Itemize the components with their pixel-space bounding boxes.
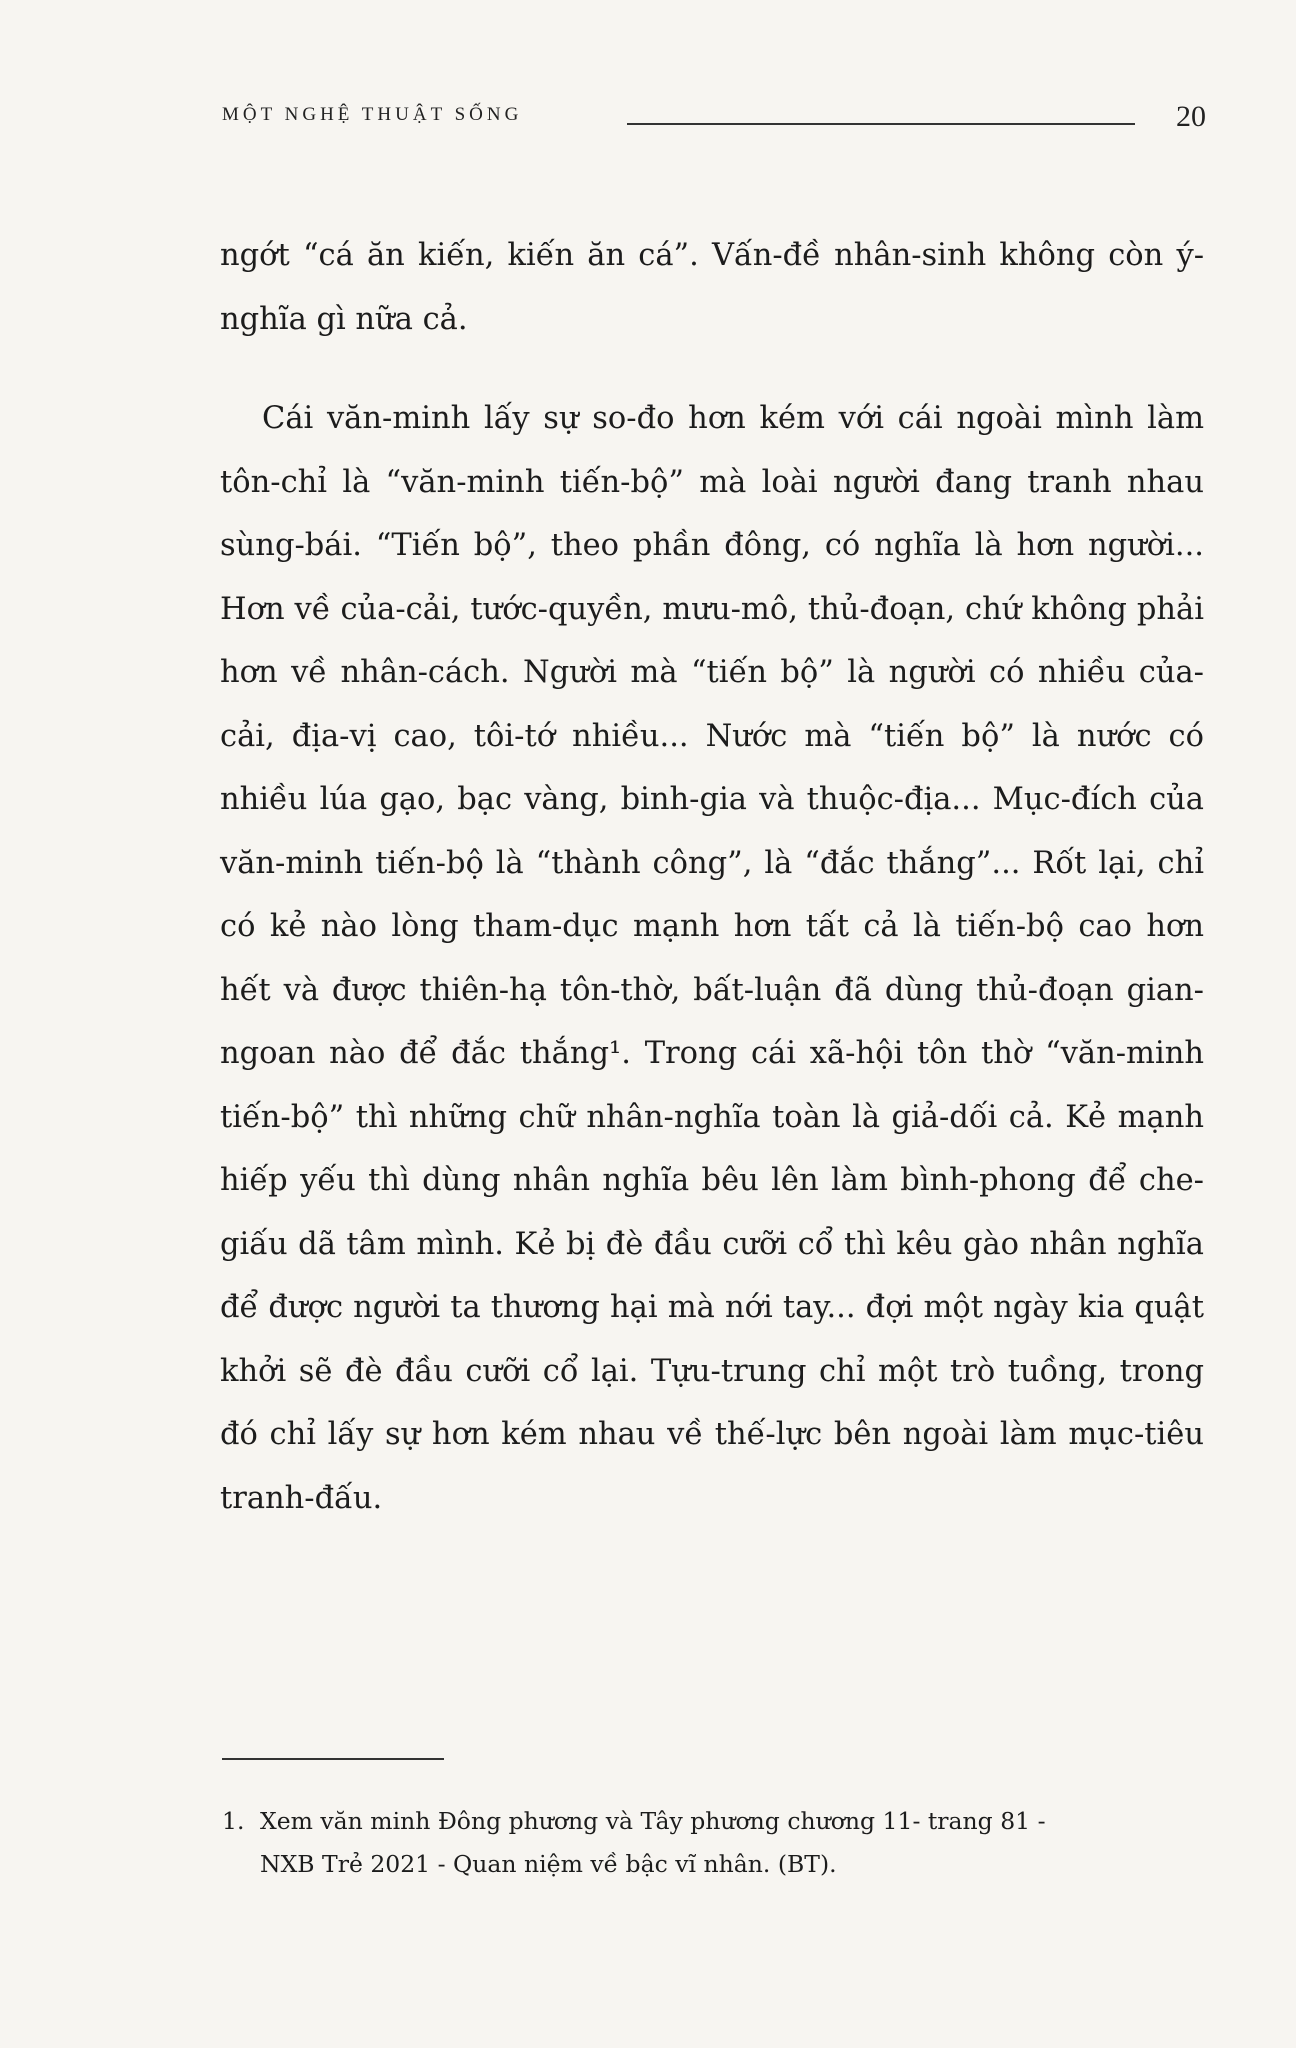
paragraph: Cái văn-minh lấy sự so-đo hơn kém với cái ngoài mình làm tôn-chỉ là “văn-minh tiến-bộ” mà loài người đang tranh nhau sùng-bái. “Tiến bộ”, theo phần đông, có nghĩa là hơn người... Hơn về của-cải, tước-quyền, mưu-mô, thủ-đoạn, chứ không phải hơn về nhân-cách. Người mà “tiến bộ” là người có nhiều của-cải, địa-vị cao, tôi-tớ nhiều... Nước mà “tiến bộ” là nước có nhiều lúa gạo, bạc vàng, binh-gia và thuộc-địa... Mục-đích của văn-minh tiến-bộ là “thành công”, là “đắc thắng”... Rốt lại, chỉ có kẻ nào lòng tham-dục mạnh hơn tất cả là tiến-bộ cao hơn hết và được thiên-hạ tôn-thờ, bất-luận đã dùng thủ-đoạn gian-ngoan nào để đắc thắng¹. Trong cái xã-hội tôn thờ “văn-minh tiến-bộ” thì những chữ nhân-nghĩa toàn là giả-dối cả. Kẻ mạnh hiếp yếu thì dùng nhân nghĩa bêu lên làm bình-phong để che-giấu dã tâm mình. Kẻ bị đè đầu cưỡi cổ thì kêu gào nhân nghĩa để được người ta thương hại mà nới tay... đợi một ngày kia quật khởi sẽ đè đầu cưỡi cổ lại. Tựu-trung chỉ một trò tuồng, trong đó chỉ lấy sự hơn kém nhau về thế-lực bên ngoài làm mục-tiêu tranh-đấu. xyxy=(220,401,1204,1516)
footnote-marker: 1. xyxy=(222,1807,245,1835)
header-rule xyxy=(627,123,1135,125)
footnote-line-1 xyxy=(222,1800,1206,1843)
footnote xyxy=(222,1800,1206,1886)
running-header xyxy=(222,100,1206,140)
footnote-rule xyxy=(222,1758,444,1760)
body-text xyxy=(220,224,1204,1530)
page-number: 20 xyxy=(1176,100,1206,133)
footnote-line-2: NXB Trẻ 2021 - Quan niệm về bậc vĩ nhân. (BT). xyxy=(260,1850,837,1878)
running-header-title: MỘT NGHỆ THUẬT SỐNG xyxy=(222,104,523,125)
footnote-text-1: Xem văn minh Đông phương và Tây phương chương 11- trang 81 - xyxy=(260,1807,1046,1835)
paragraph-continued: ngớt “cá ăn kiến, kiến ăn cá”. Vấn-đề nhân-sinh không còn ý-nghĩa gì nữa cả. xyxy=(220,238,1204,337)
